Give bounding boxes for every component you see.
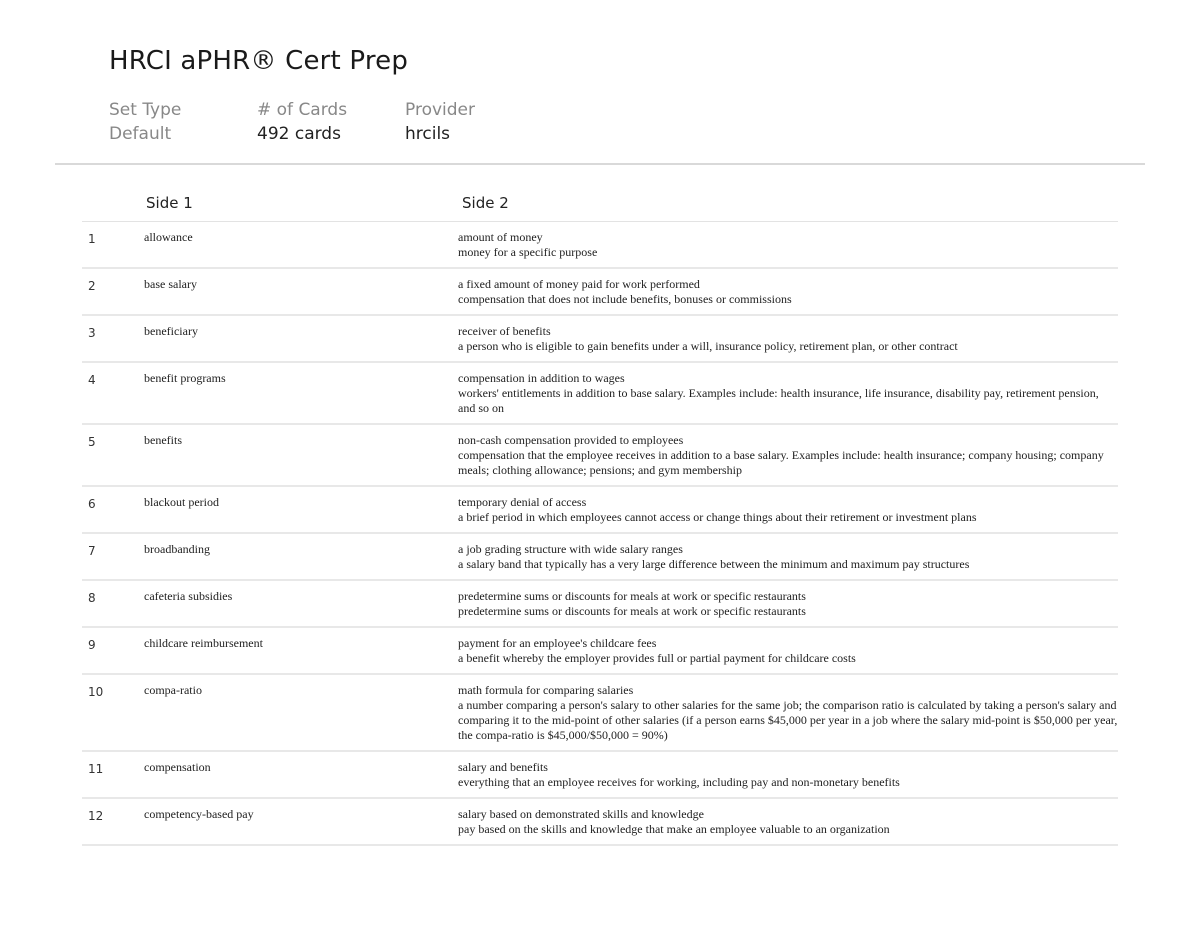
definition-short: a job grading structure with wide salary ranges bbox=[458, 542, 683, 556]
row-number: 6 bbox=[88, 497, 96, 511]
definition-long: a number comparing a person's salary to other salaries for the same job; the comparison ratio is calculated by taking a person's salary and comparing it to the mid-point of other salaries (if a person earns $45,000 per year in a job where the salary mid-point is $50,000 per year, the compa-ratio is $45,000/$50,000 = 90%) bbox=[458, 698, 1118, 742]
table-row bbox=[82, 675, 1118, 752]
definition-short: salary and benefits bbox=[458, 760, 548, 774]
table-row bbox=[82, 799, 1118, 846]
row-number: 9 bbox=[88, 638, 96, 652]
definition-long: workers' entitlements in addition to base salary. Examples include: health insurance, life insurance, disability pay, retirement pension, and so on bbox=[458, 386, 1099, 415]
card-term: beneficiary bbox=[144, 324, 198, 338]
table-row bbox=[82, 534, 1118, 581]
meta-set-type bbox=[109, 98, 257, 147]
table-row bbox=[82, 425, 1118, 487]
row-number: 1 bbox=[88, 232, 96, 246]
row-number: 10 bbox=[88, 685, 104, 699]
definition-short: receiver of benefits bbox=[458, 324, 551, 338]
table-row bbox=[82, 363, 1118, 425]
provider-label: Provider bbox=[405, 100, 475, 120]
card-term: benefits bbox=[144, 433, 182, 447]
page-title: HRCI aPHR® Cert Prep bbox=[109, 46, 409, 76]
card-definition bbox=[458, 324, 1118, 354]
definition-long: a benefit whereby the employer provides full or partial payment for childcare costs bbox=[458, 651, 856, 665]
definition-long: a person who is eligible to gain benefits under a will, insurance policy, retirement plan, or other contract bbox=[458, 339, 958, 353]
table-row bbox=[82, 269, 1118, 316]
card-term: broadbanding bbox=[144, 542, 210, 556]
definition-long: everything that an employee receives for working, including pay and non-monetary benefits bbox=[458, 775, 900, 789]
table-row bbox=[82, 222, 1118, 269]
card-definition bbox=[458, 495, 1118, 525]
definition-long: compensation that does not include benefits, bonuses or commissions bbox=[458, 292, 792, 306]
card-definition bbox=[458, 807, 1118, 837]
definition-short: compensation in addition to wages bbox=[458, 371, 625, 385]
meta-cards bbox=[257, 98, 405, 147]
row-number: 12 bbox=[88, 809, 104, 823]
card-term: cafeteria subsidies bbox=[144, 589, 233, 603]
card-definition bbox=[458, 760, 1118, 790]
card-term: base salary bbox=[144, 277, 197, 291]
provider-value: hrcils bbox=[405, 124, 451, 144]
set-type-label: Set Type bbox=[109, 100, 182, 120]
side1-header: Side 1 bbox=[146, 194, 193, 212]
set-meta bbox=[109, 98, 553, 147]
card-definition bbox=[458, 433, 1118, 478]
card-term: benefit programs bbox=[144, 371, 226, 385]
definition-long: predetermine sums or discounts for meals at work or specific restaurants bbox=[458, 604, 806, 618]
definition-long: money for a specific purpose bbox=[458, 245, 598, 259]
definition-short: temporary denial of access bbox=[458, 495, 587, 509]
definition-long: a brief period in which employees cannot access or change things about their retirement or investment plans bbox=[458, 510, 977, 524]
definition-short: non-cash compensation provided to employees bbox=[458, 433, 684, 447]
card-definition bbox=[458, 589, 1118, 619]
row-number: 3 bbox=[88, 326, 96, 340]
flashcard-table bbox=[82, 190, 1118, 846]
row-number: 7 bbox=[88, 544, 96, 558]
definition-long: pay based on the skills and knowledge that make an employee valuable to an organization bbox=[458, 822, 890, 836]
card-definition bbox=[458, 230, 1118, 260]
row-number: 11 bbox=[88, 762, 104, 776]
card-term: childcare reimbursement bbox=[144, 636, 263, 650]
row-number: 5 bbox=[88, 435, 96, 449]
card-definition bbox=[458, 277, 1118, 307]
row-number: 4 bbox=[88, 373, 96, 387]
side2-header: Side 2 bbox=[462, 194, 509, 212]
table-body bbox=[82, 222, 1118, 846]
card-term: competency-based pay bbox=[144, 807, 254, 821]
definition-short: a fixed amount of money paid for work performed bbox=[458, 277, 700, 291]
card-term: blackout period bbox=[144, 495, 219, 509]
table-row bbox=[82, 487, 1118, 534]
definition-short: salary based on demonstrated skills and knowledge bbox=[458, 807, 704, 821]
definition-short: predetermine sums or discounts for meals at work or specific restaurants bbox=[458, 589, 806, 603]
cards-label: # of Cards bbox=[257, 100, 348, 120]
definition-short: payment for an employee's childcare fees bbox=[458, 636, 657, 650]
card-term: allowance bbox=[144, 230, 193, 244]
cards-value: 492 cards bbox=[257, 124, 341, 144]
table-row bbox=[82, 752, 1118, 799]
table-row bbox=[82, 316, 1118, 363]
row-number: 2 bbox=[88, 279, 96, 293]
table-header bbox=[82, 190, 1118, 222]
row-number: 8 bbox=[88, 591, 96, 605]
card-term: compa-ratio bbox=[144, 683, 202, 697]
card-definition bbox=[458, 636, 1118, 666]
definition-short: math formula for comparing salaries bbox=[458, 683, 634, 697]
card-definition bbox=[458, 371, 1118, 416]
table-row bbox=[82, 628, 1118, 675]
definition-short: amount of money bbox=[458, 230, 543, 244]
card-term: compensation bbox=[144, 760, 211, 774]
card-definition bbox=[458, 542, 1118, 572]
definition-long: a salary band that typically has a very large difference between the minimum and maximum pay structures bbox=[458, 557, 970, 571]
header-divider bbox=[55, 163, 1145, 165]
set-type-value: Default bbox=[109, 124, 172, 144]
definition-long: compensation that the employee receives in addition to a base salary. Examples include: health insurance; company housing; company meals; clothing allowance; pensions; and gym membership bbox=[458, 448, 1104, 477]
card-definition bbox=[458, 683, 1118, 743]
meta-provider bbox=[405, 98, 553, 147]
table-row bbox=[82, 581, 1118, 628]
